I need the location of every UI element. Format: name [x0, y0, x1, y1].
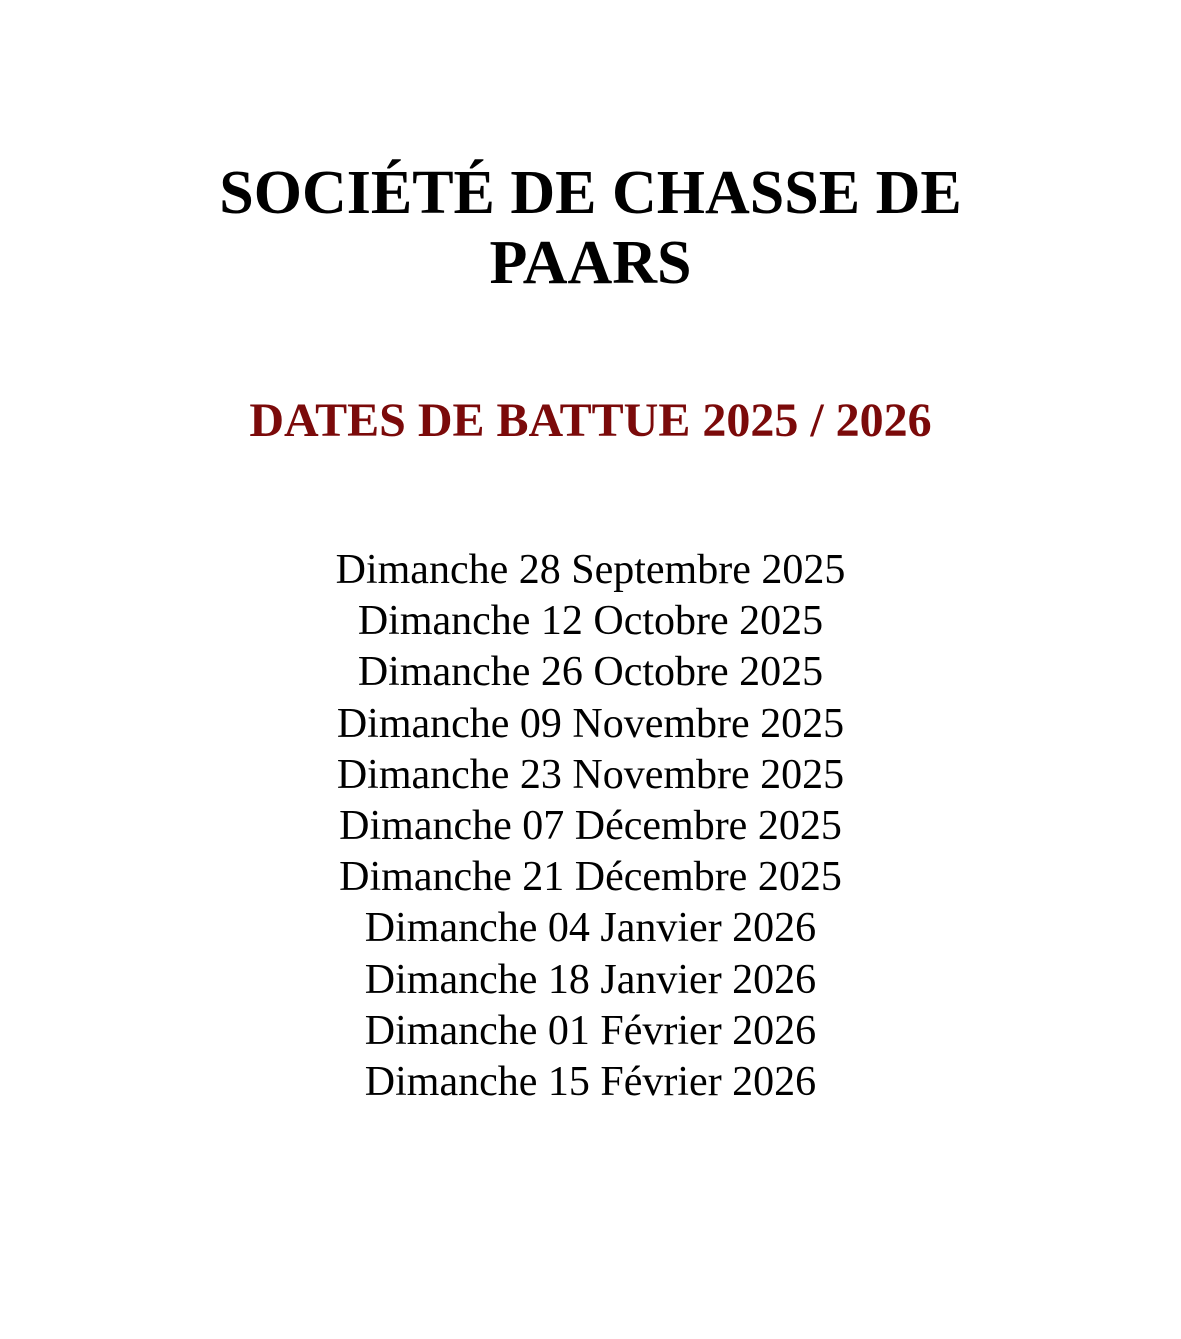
date-item: Dimanche 04 Janvier 2026: [364, 905, 817, 952]
date-item: Dimanche 26 Octobre 2025: [357, 649, 824, 696]
date-item: Dimanche 23 Novembre 2025: [336, 751, 845, 798]
date-item: Dimanche 15 Février 2026: [364, 1058, 817, 1105]
date-item: Dimanche 21 Décembre 2025: [339, 854, 842, 901]
date-item: Dimanche 01 Février 2026: [364, 1007, 817, 1054]
section-subtitle: DATES DE BATTUE 2025 / 2026: [249, 394, 932, 447]
date-item: Dimanche 18 Janvier 2026: [364, 956, 817, 1003]
dates-list: [0, 545, 1181, 1108]
date-item: Dimanche 07 Décembre 2025: [339, 802, 842, 849]
date-item: Dimanche 09 Novembre 2025: [336, 700, 845, 747]
date-item: Dimanche 12 Octobre 2025: [357, 598, 824, 645]
title-line-1: SOCIÉTÉ DE CHASSE DE: [219, 159, 962, 227]
date-item: Dimanche 28 Septembre 2025: [335, 547, 846, 593]
title-line-2: PAARS: [489, 229, 692, 297]
page-title: [0, 158, 1181, 298]
